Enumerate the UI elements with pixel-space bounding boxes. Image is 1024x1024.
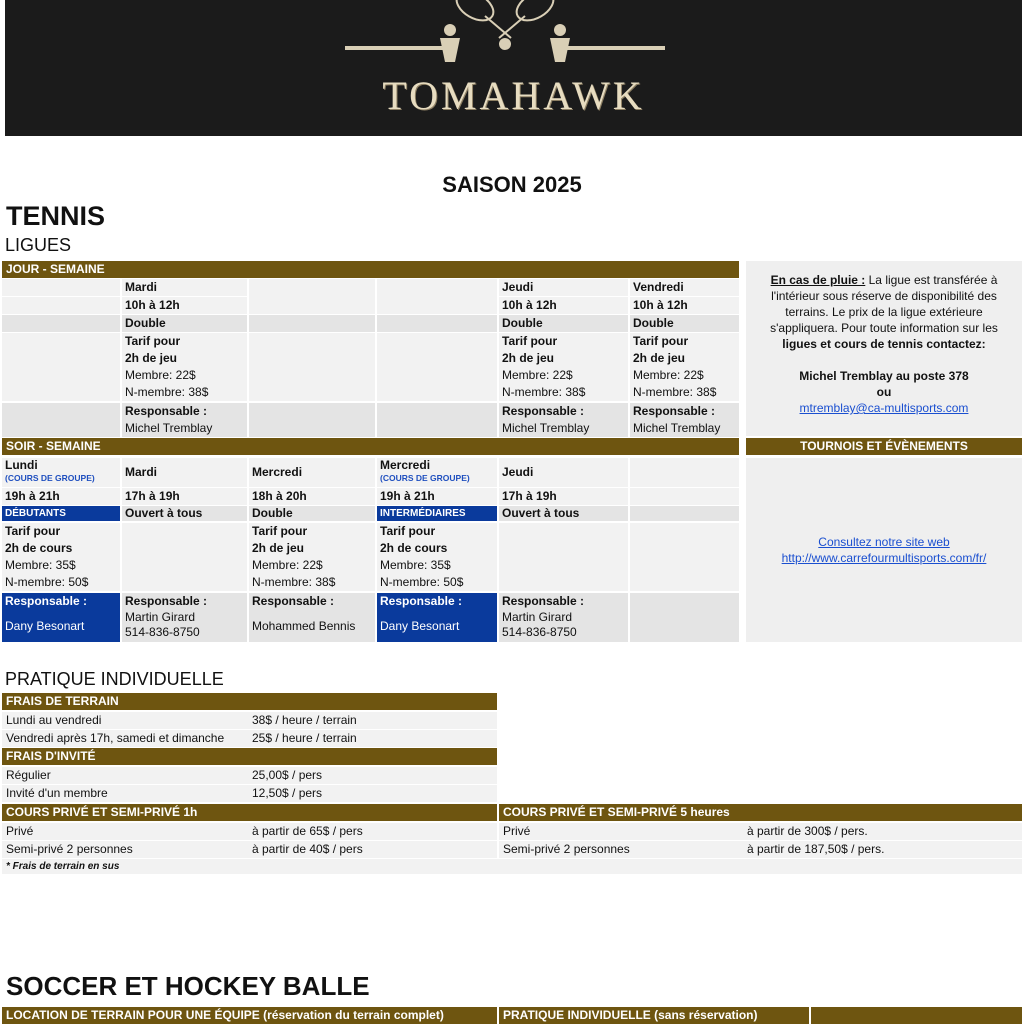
rain-contact: Michel Tremblay au poste 378 [799, 369, 969, 383]
guest-fee-value: 25,00$ / pers [252, 768, 323, 782]
day-vendredi-type: Double [630, 315, 739, 332]
empty-cell [249, 279, 375, 314]
empty-cell [377, 279, 497, 314]
eve-mercredi1-resp-name: Mohammed Bennis [252, 619, 356, 633]
private-1h-row [2, 841, 497, 858]
soccer-extra-bar [811, 1007, 1022, 1024]
day-vendredi-tarif: Tarif pour [630, 333, 739, 350]
private-1h-value: à partir de 40$ / pers [252, 842, 363, 856]
day-mardi-tarif2: 2h de jeu [122, 350, 247, 367]
day-mardi-nonmember: N-membre: 38$ [122, 384, 247, 401]
day-jeudi-tarif2: 2h de jeu [499, 350, 628, 367]
soccer-title: SOCCER ET HOCKEY BALLE [6, 971, 370, 1001]
crossed-rackets-logo-icon [335, 0, 675, 72]
guest-fee-label: Régulier [6, 768, 51, 782]
empty-cell [630, 593, 739, 642]
eve-lundi-tarif: Tarif pour [2, 523, 120, 540]
eve-jeudi-time: 17h à 19h [499, 488, 628, 505]
empty-cell [2, 403, 120, 437]
eve-mercredi1-name: Mercredi [249, 458, 375, 487]
day-vendredi-member: Membre: 22$ [630, 367, 739, 384]
court-fee-value: 25$ / heure / terrain [252, 731, 357, 745]
eve-lundi-resp-box [2, 593, 120, 642]
court-fee-row [2, 730, 497, 747]
guest-fee-row [2, 767, 497, 784]
empty-cell [377, 315, 497, 332]
individual-practice-bar: PRATIQUE INDIVIDUELLE (sans réservation) [499, 1007, 809, 1024]
court-fee-note: * Frais de terrain en sus [2, 859, 1022, 874]
day-jeudi-tarif: Tarif pour [499, 333, 628, 350]
eve-mercredi2-tarif: Tarif pour [377, 523, 497, 540]
eve-lundi-nonmember: N-membre: 50$ [2, 574, 120, 591]
events-box [746, 458, 1022, 642]
day-mardi-resp: Responsable : [122, 403, 247, 420]
rain-text-1: La ligue est transférée à [865, 273, 998, 287]
rain-or: ou [876, 385, 892, 399]
private-5h-bar: COURS PRIVÉ ET SEMI-PRIVÉ 5 heures [499, 804, 1022, 821]
rain-text-5: ligues et cours de tennis contactez: [782, 337, 986, 351]
private-5h-label: Privé [503, 824, 531, 838]
eve-mercredi2-resp-name: Dany Besonart [380, 619, 460, 633]
eve-lundi-member: Membre: 35$ [2, 557, 120, 574]
day-mardi-name: Mardi [122, 279, 247, 296]
eve-mardi-resp-name: Martin Girard [125, 610, 196, 624]
day-vendredi-tarif2: 2h de jeu [630, 350, 739, 367]
eve-lundi-tarif2: 2h de cours [2, 540, 120, 557]
empty-cell [2, 279, 120, 296]
practice-title: PRATIQUE INDIVIDUELLE [5, 669, 224, 689]
day-vendredi-resp: Responsable : [630, 403, 739, 420]
rain-text-4: s'appliquera. Pour toute information sur les [770, 321, 998, 335]
brand-logo-text: TOMAHAWK [382, 73, 645, 118]
eve-mardi-resp: Responsable : [125, 594, 208, 608]
day-jeudi-resp: Responsable : [499, 403, 628, 420]
empty-cell [499, 523, 628, 591]
eve-mercredi1-nonmember: N-membre: 38$ [249, 574, 375, 591]
eve-mercredi2-tarif2: 2h de cours [377, 540, 497, 557]
eve-jeudi-resp-phone: 514-836-8750 [502, 625, 577, 639]
day-vendredi-name: Vendredi [630, 279, 739, 296]
guest-fee-row [2, 785, 497, 802]
day-mardi-member: Membre: 22$ [122, 367, 247, 384]
eve-lundi-resp-name: Dany Besonart [5, 619, 85, 633]
court-fee-label: Lundi au vendredi [6, 713, 102, 727]
eve-lundi-time: 19h à 21h [2, 488, 120, 505]
website-link-text[interactable]: Consultez notre site web [818, 535, 950, 549]
rain-label: En cas de pluie : [770, 273, 866, 287]
eve-mercredi2-member: Membre: 35$ [377, 557, 497, 574]
empty-cell [122, 523, 247, 591]
private-5h-value: à partir de 300$ / pers. [747, 824, 868, 838]
day-jeudi-resp-name: Michel Tremblay [499, 420, 628, 437]
evening-week-bar: SOIR - SEMAINE [2, 438, 739, 455]
rain-text-3: terrains. Le prix de la ligue extérieure [785, 305, 983, 319]
empty-cell [630, 523, 739, 591]
eve-jeudi-type: Ouvert à tous [499, 506, 628, 521]
eve-mercredi2-name: Mercredi [380, 458, 431, 472]
court-fee-value: 38$ / heure / terrain [252, 713, 357, 727]
empty-cell [630, 458, 739, 487]
private-5h-row [499, 841, 1022, 858]
guest-fee-value: 12,50$ / pers [252, 786, 323, 800]
day-jeudi-name: Jeudi [499, 279, 628, 296]
private-5h-value: à partir de 187,50$ / pers. [747, 842, 885, 856]
private-5h-row [499, 823, 1022, 840]
eve-jeudi-resp-name: Martin Girard [502, 610, 573, 624]
day-jeudi-type: Double [499, 315, 628, 332]
website-url-link[interactable]: http://www.carrefourmultisports.com/fr/ [781, 551, 987, 565]
eve-mardi-name: Mardi [122, 458, 247, 487]
eve-lundi-header [2, 458, 120, 487]
empty-cell [377, 403, 497, 437]
eve-mardi-type: Ouvert à tous [122, 506, 247, 521]
empty-cell [630, 506, 739, 521]
eve-mercredi1-resp: Responsable : [252, 594, 335, 608]
guest-fees-bar: FRAIS D'INVITÉ [2, 748, 497, 765]
eve-mercredi2-header [377, 458, 497, 487]
empty-cell [2, 315, 120, 332]
empty-cell [2, 297, 120, 314]
eve-mercredi2-resp: Responsable : [380, 594, 463, 608]
rain-info-box [746, 261, 1022, 436]
private-1h-label: Semi-privé 2 personnes [6, 842, 133, 856]
eve-mercredi2-nonmember: N-membre: 50$ [377, 574, 497, 591]
eve-mardi-resp-phone: 514-836-8750 [125, 625, 200, 639]
day-vendredi-nonmember: N-membre: 38$ [630, 384, 739, 401]
empty-cell [2, 333, 120, 401]
day-mardi-tarif: Tarif pour [122, 333, 247, 350]
season-title: SAISON 2025 [442, 172, 582, 197]
empty-cell [249, 403, 375, 437]
day-mardi-resp-name: Michel Tremblay [122, 420, 247, 437]
eve-lundi-level-badge: DÉBUTANTS [2, 506, 120, 521]
eve-lundi-name: Lundi [5, 458, 38, 472]
eve-jeudi-name: Jeudi [499, 458, 628, 487]
tennis-title: TENNIS [6, 201, 106, 231]
day-jeudi-nonmember: N-membre: 38$ [499, 384, 628, 401]
eve-mercredi1-resp-box [249, 593, 375, 642]
court-fee-row [2, 712, 497, 729]
eve-mercredi2-group: (COURS DE GROUPE) [380, 473, 470, 483]
day-jeudi-member: Membre: 22$ [499, 367, 628, 384]
day-mardi-type: Double [122, 315, 247, 332]
eve-mercredi2-resp-box [377, 593, 497, 642]
court-fee-label: Vendredi après 17h, samedi et dimanche [6, 731, 225, 745]
court-fees-bar: FRAIS DE TERRAIN [2, 693, 497, 710]
eve-mercredi1-tarif: Tarif pour [249, 523, 375, 540]
empty-cell [630, 488, 739, 505]
private-1h-row [2, 823, 497, 840]
eve-mercredi1-tarif2: 2h de jeu [249, 540, 375, 557]
eve-mardi-resp-box [122, 593, 247, 642]
eve-mardi-time: 17h à 19h [122, 488, 247, 505]
day-vendredi-time: 10h à 12h [630, 297, 739, 314]
private-5h-label: Semi-privé 2 personnes [503, 842, 630, 856]
team-rental-bar: LOCATION DE TERRAIN POUR UNE ÉQUIPE (réservation du terrain complet) [2, 1007, 497, 1024]
eve-mercredi1-type: Double [249, 506, 375, 521]
header-banner [5, 0, 1022, 136]
empty-cell [249, 315, 375, 332]
private-1h-bar: COURS PRIVÉ ET SEMI-PRIVÉ 1h [2, 804, 497, 821]
private-1h-label: Privé [6, 824, 34, 838]
guest-fee-label: Invité d'un membre [6, 786, 108, 800]
leagues-subtitle: LIGUES [5, 235, 72, 255]
eve-mercredi2-time: 19h à 21h [377, 488, 497, 505]
eve-mercredi2-level-badge: INTERMÉDIAIRES [377, 506, 497, 521]
eve-jeudi-resp-box [499, 593, 628, 642]
rain-text-2: l'intérieur sous réserve de disponibilité des [771, 289, 997, 303]
empty-cell [249, 333, 375, 401]
eve-mercredi1-member: Membre: 22$ [249, 557, 375, 574]
empty-cell [377, 333, 497, 401]
eve-lundi-resp: Responsable : [5, 594, 88, 608]
day-jeudi-time: 10h à 12h [499, 297, 628, 314]
eve-lundi-group: (COURS DE GROUPE) [5, 473, 95, 483]
eve-mercredi1-time: 18h à 20h [249, 488, 375, 505]
events-bar: TOURNOIS ET ÉVÈNEMENTS [746, 438, 1022, 455]
private-1h-value: à partir de 65$ / pers [252, 824, 363, 838]
day-vendredi-resp-name: Michel Tremblay [630, 420, 739, 437]
contact-email-link[interactable]: mtremblay@ca-multisports.com [799, 401, 969, 415]
day-week-bar: JOUR - SEMAINE [2, 261, 739, 278]
day-mardi-time: 10h à 12h [122, 297, 247, 314]
eve-jeudi-resp: Responsable : [502, 594, 585, 608]
